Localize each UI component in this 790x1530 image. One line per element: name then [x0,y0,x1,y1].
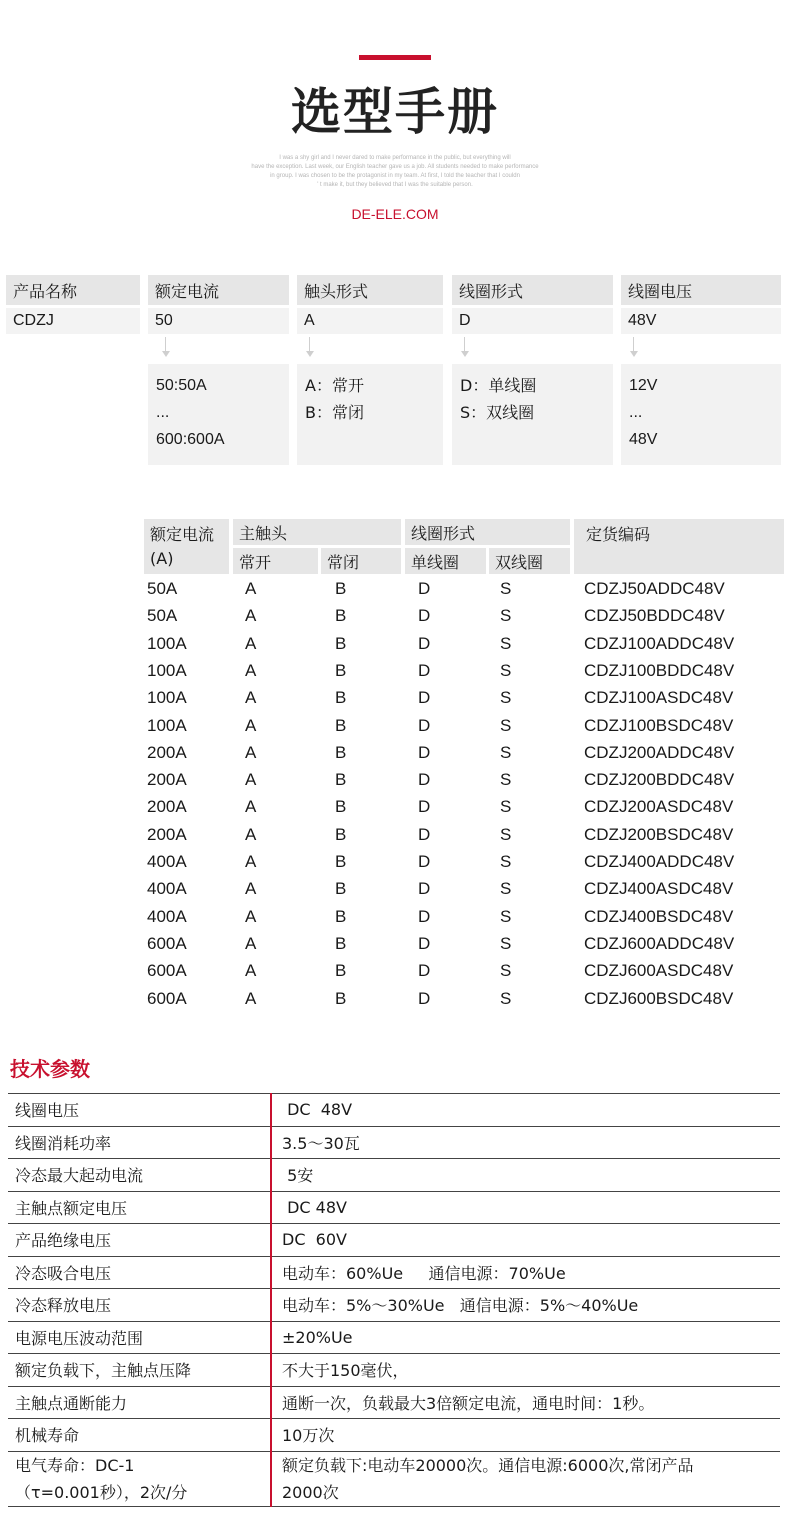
cell-order-code: CDZJ50BDDC48V [584,606,725,626]
cell-contact-no: A [245,579,257,598]
header-main-contact: 主触头 [233,519,401,545]
options-coil [452,364,613,465]
param-row [8,1386,780,1419]
param-row [8,1094,780,1127]
cell-coil-single: D [418,852,431,871]
cell-current: 400A [147,879,187,899]
param-value: 通断一次，负载最大3倍额定电流，通电时间：1秒。 [271,1386,780,1419]
cell-coil-double: S [500,988,512,1008]
blurb-line: ' t make it, but they believed that I was the suitable person. [317,182,473,188]
cell-coil-double: S [500,688,512,708]
cell-order-code: CDZJ600ADDC48V [584,933,735,953]
cell-contact-nc: B [335,961,347,981]
cell-order-code: CDZJ50ADDC48V [584,579,725,598]
param-value: DC 48V [271,1094,780,1127]
cell-contact-no: A [245,770,257,790]
param-value [271,1451,780,1506]
param-value-line: 额定负载下:电动车20000次。通信电源:6000次,常闭产品 [282,1455,694,1475]
selector-header-current: 额定电流 [148,275,289,305]
cell-contact-no: A [245,606,257,626]
option-line: B：常闭 [305,403,364,422]
param-label-line: 电气寿命：DC-1 [15,1455,135,1475]
cell-current: 100A [147,633,187,653]
param-row-electrical-life [8,1451,780,1506]
selector-header-product: 产品名称 [6,275,140,305]
cell-contact-no: A [245,988,257,1008]
selector-value-current: 50 [148,308,289,334]
header-contact-nc: 常闭 [321,548,401,574]
cell-coil-single: D [418,742,431,762]
cell-contact-nc: B [335,797,347,817]
param-row [8,1354,780,1387]
header-coil-type: 线圈形式 [405,519,570,545]
cell-contact-no: A [245,633,257,653]
cell-contact-nc: B [335,742,347,762]
options-voltage [621,364,781,465]
options-current [148,364,289,465]
cell-coil-single: D [418,879,431,899]
filler-blurb [220,154,570,190]
param-label-line: （τ=0.001秒），2次/分 [15,1482,188,1502]
option-line: 50:50A [156,377,207,394]
cell-current: 100A [147,660,187,680]
option-line: A：常开 [305,376,364,395]
cell-order-code: CDZJ100ASDC48V [584,688,734,708]
cell-coil-double: S [500,742,512,762]
order-row [147,875,787,902]
cell-order-code: CDZJ600BSDC48V [584,988,734,1008]
cell-coil-double: S [500,906,512,926]
cell-contact-no: A [245,879,257,899]
cell-contact-nc: B [335,906,347,926]
param-value: 10万次 [271,1419,780,1452]
cell-coil-single: D [418,633,431,653]
param-row [8,1126,780,1159]
cell-contact-nc: B [335,824,347,844]
cell-order-code: CDZJ100BDDC48V [584,660,735,680]
cell-contact-no: A [245,660,257,680]
cell-order-code: CDZJ400ADDC48V [584,852,735,871]
cell-coil-single: D [418,824,431,844]
cell-current: 600A [147,988,187,1008]
param-label: 电源电压波动范围 [8,1321,271,1354]
cell-contact-nc: B [335,715,347,735]
cell-contact-nc: B [335,688,347,708]
cell-order-code: CDZJ600ASDC48V [584,961,734,981]
cell-coil-single: D [418,933,431,953]
order-row [147,985,787,1012]
param-label: 主触点通断能力 [8,1386,271,1419]
option-line: 12V [629,377,658,394]
option-line: S：双线圈 [460,403,535,422]
cell-coil-single: D [418,770,431,790]
param-value-line: 2000次 [282,1482,339,1502]
cell-current: 200A [147,742,187,762]
blurb-line: in group. I was chosen to be the protagonist in my team. At first, I told the teacher that I couldn [270,173,520,179]
header-order-code-label: 定货编码 [586,525,651,544]
cell-contact-no: A [245,688,257,708]
param-row [8,1224,780,1257]
tech-section-title: 技术参数 [10,1057,90,1081]
cell-coil-double: S [500,606,512,626]
cell-order-code: CDZJ400ASDC48V [584,879,734,899]
header-rated-current [144,519,229,574]
order-row [147,793,787,820]
cell-coil-double: S [500,633,512,653]
cell-current: 50A [147,579,178,598]
param-label: 冷态最大起动电流 [8,1159,271,1192]
blurb-line: have the exception. Last week, our English teacher gave us a job. All students needed to make performance [251,164,539,170]
selector-header-voltage: 线圈电压 [621,275,781,305]
selector-value-contact: A [297,308,443,334]
cell-contact-no: A [245,797,257,817]
cell-coil-double: S [500,797,512,817]
cell-coil-single: D [418,988,431,1008]
cell-coil-single: D [418,906,431,926]
cell-current: 400A [147,906,187,926]
order-row [147,766,787,793]
param-value: DC 60V [271,1224,780,1257]
param-label: 线圈电压 [8,1094,271,1127]
param-value: 5安 [271,1159,780,1192]
cell-coil-single: D [418,660,431,680]
order-row [147,930,787,957]
order-row [147,684,787,711]
param-row [8,1256,780,1289]
cell-coil-single: D [418,797,431,817]
cell-order-code: CDZJ200ADDC48V [584,742,735,762]
cell-coil-double: S [500,715,512,735]
cell-current: 200A [147,770,187,790]
down-arrow-icon [461,337,469,357]
cell-contact-nc: B [335,660,347,680]
param-label: 冷态释放电压 [8,1289,271,1322]
options-contact [297,364,443,465]
cell-contact-no: A [245,961,257,981]
order-row [147,630,787,657]
cell-coil-single: D [418,715,431,735]
header-rated-current-label: 额定电流 [150,525,215,544]
cell-contact-no: A [245,715,257,735]
param-value: 3.5～30瓦 [271,1126,780,1159]
param-value: DC 48V [271,1191,780,1224]
cell-contact-no: A [245,742,257,762]
param-table [8,1093,780,1507]
down-arrow-icon [162,337,170,357]
cell-current: 100A [147,715,187,735]
cell-current: 200A [147,824,187,844]
param-label: 线圈消耗功率 [8,1126,271,1159]
cell-current: 600A [147,961,187,981]
cell-contact-nc: B [335,579,347,598]
down-arrow-icon [306,337,314,357]
header-order-code [574,519,784,574]
header-contact-no: 常开 [233,548,318,574]
cell-order-code: CDZJ100BSDC48V [584,715,734,735]
order-row [147,712,787,739]
order-row [147,602,787,629]
selector-header-contact: 触头形式 [297,275,443,305]
param-label: 冷态吸合电压 [8,1256,271,1289]
cell-contact-nc: B [335,879,347,899]
order-row [147,821,787,848]
param-row [8,1191,780,1224]
cell-coil-double: S [500,770,512,790]
cell-order-code: CDZJ200ASDC48V [584,797,734,817]
param-label [8,1451,271,1506]
param-label: 产品绝缘电压 [8,1224,271,1257]
cell-contact-nc: B [335,988,347,1008]
cell-coil-single: D [418,961,431,981]
header-rated-current-unit: (A) [150,549,174,568]
order-row [147,657,787,684]
cell-order-code: CDZJ200BSDC48V [584,824,734,844]
order-row [147,739,787,766]
cell-contact-no: A [245,824,257,844]
option-line: 600:600A [156,431,225,448]
cell-current: 50A [147,606,178,626]
cell-contact-no: A [245,852,257,871]
cell-contact-no: A [245,933,257,953]
option-line: ... [629,404,643,421]
param-value: 电动车：5%～30%Ue 通信电源：5%～40%Ue [271,1289,780,1322]
param-row [8,1159,780,1192]
order-row [147,957,787,984]
cell-coil-double: S [500,824,512,844]
param-label: 机械寿命 [8,1419,271,1452]
cell-order-code: CDZJ100ADDC48V [584,633,735,653]
cell-contact-nc: B [335,633,347,653]
order-row [147,848,787,875]
param-row [8,1289,780,1322]
cell-order-code: CDZJ200BDDC48V [584,770,735,790]
cell-contact-nc: B [335,852,347,871]
cell-current: 600A [147,933,187,953]
cell-contact-nc: B [335,933,347,953]
param-value: 电动车：60%Ue 通信电源：70%Ue [271,1256,780,1289]
cell-coil-double: S [500,660,512,680]
param-label: 额定负载下，主触点压降 [8,1354,271,1387]
param-label: 主触点额定电压 [8,1191,271,1224]
selector-value-product: CDZJ [6,308,140,334]
cell-coil-double: S [500,961,512,981]
cell-coil-single: D [418,579,431,598]
order-row [147,903,787,930]
option-line: ... [156,404,170,421]
cell-coil-double: S [500,579,512,598]
cell-coil-double: S [500,933,512,953]
blurb-line: I was a shy girl and I never dared to make performance in the public, but everything will [279,155,511,161]
title-accent-bar [359,55,431,60]
order-row [147,575,787,602]
cell-coil-single: D [418,606,431,626]
selector-header-coil: 线圈形式 [452,275,613,305]
site-link[interactable]: DE-ELE.COM [351,206,439,222]
param-value: ±20%Ue [271,1321,780,1354]
cell-contact-no: A [245,906,257,926]
option-line: D：单线圈 [460,376,537,395]
cell-coil-double: S [500,879,512,899]
cell-current: 200A [147,797,187,817]
param-value: 不大于150毫伏， [271,1354,780,1387]
param-row [8,1321,780,1354]
cell-contact-nc: B [335,606,347,626]
selector-value-voltage: 48V [621,308,781,334]
header-coil-single: 单线圈 [405,548,486,574]
cell-order-code: CDZJ400BSDC48V [584,906,734,926]
selector-value-coil: D [452,308,613,334]
cell-current: 400A [147,852,187,871]
cell-coil-double: S [500,852,512,871]
cell-coil-single: D [418,688,431,708]
header-coil-double: 双线圈 [489,548,570,574]
down-arrow-icon [630,337,638,357]
page-title: 选型手册 [291,83,499,141]
cell-contact-nc: B [335,770,347,790]
param-row [8,1419,780,1452]
cell-current: 100A [147,688,187,708]
option-line: 48V [629,431,658,448]
